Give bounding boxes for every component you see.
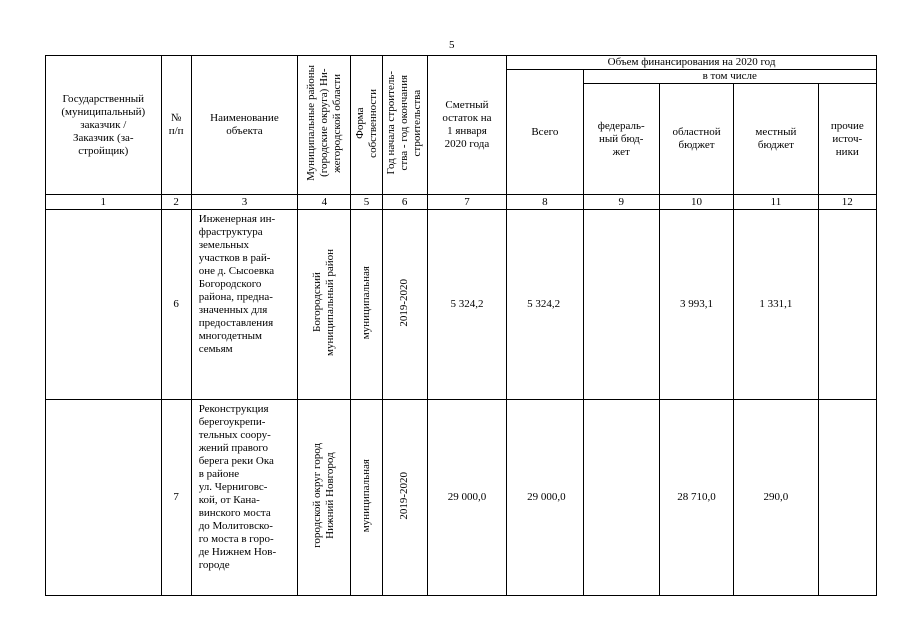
local-value: 290,0: [734, 400, 818, 596]
local-value: 1 331,1: [734, 210, 818, 400]
header-years: Год начала строитель- ства - год окончания строительства: [385, 71, 424, 175]
district-cell: [298, 210, 351, 400]
page-number: 5: [449, 39, 455, 51]
customer-cell: [46, 210, 162, 400]
header-num: № п/п: [161, 56, 191, 195]
column-numbers-row: [46, 195, 877, 210]
district-name: Богородский муниципальный район: [311, 249, 337, 356]
row-number: 6: [161, 210, 191, 400]
balance-value: 29 000,0: [427, 400, 506, 596]
header-regional: областной бюджет: [659, 84, 733, 195]
header-ownership: Форма собственности: [353, 88, 379, 158]
years-value: 2019-2020: [398, 278, 411, 327]
column-number: 4: [298, 195, 351, 210]
object-name: Инженерная ин- фраструктура земельных участков в рай- оне д. Сысоевка Богородского района, предна- значенных для предоставления многодетным семьям: [191, 210, 298, 400]
column-number: 7: [427, 195, 506, 210]
years-cell: [382, 400, 427, 596]
header-other: прочие источ- ники: [818, 84, 876, 195]
other-value: [818, 210, 876, 400]
object-name: Реконструкция берегоукрепи- тельных соору- жений правого берега реки Ока в районе ул. Черниговс- кой, от Кана- винского моста до Молитовско- го моста в горо- де Нижнем Нов- городе: [191, 400, 298, 596]
column-number: 10: [659, 195, 733, 210]
header-ownership-cell: [351, 56, 382, 195]
column-number: 6: [382, 195, 427, 210]
customer-cell: [46, 400, 162, 596]
ownership-cell: [351, 210, 382, 400]
regional-value: 3 993,1: [659, 210, 733, 400]
header-including: в том числе: [583, 70, 876, 84]
header-years-cell: [382, 56, 427, 195]
column-number: 3: [191, 195, 298, 210]
header-funding: Объем финансирования на 2020 год: [507, 56, 877, 70]
years-value: 2019-2020: [398, 471, 411, 520]
total-value: 29 000,0: [507, 400, 583, 596]
column-number: 5: [351, 195, 382, 210]
header-districts: Муниципальные районы (городские округа) Ни- жегородской области: [304, 65, 343, 181]
row-number: 7: [161, 400, 191, 596]
district-name: городской округ город Нижний Новгород: [311, 443, 337, 548]
total-value: 5 324,2: [507, 210, 583, 400]
other-value: [818, 400, 876, 596]
column-number: 2: [161, 195, 191, 210]
header-customer: Государственный (муниципальный) заказчик / Заказчик (за- стройщик): [46, 56, 162, 195]
column-number: 8: [507, 195, 583, 210]
district-cell: [298, 400, 351, 596]
header-balance: Сметный остаток на 1 января 2020 года: [427, 56, 506, 195]
column-number: 1: [46, 195, 162, 210]
header-total: Всего: [507, 70, 583, 195]
column-number: 11: [734, 195, 818, 210]
ownership-value: муниципальная: [360, 458, 372, 533]
ownership-cell: [351, 400, 382, 596]
federal-value: [583, 210, 659, 400]
financing-table: [45, 55, 877, 596]
column-number: 9: [583, 195, 659, 210]
regional-value: 28 710,0: [659, 400, 733, 596]
column-number: 12: [818, 195, 876, 210]
header-federal: федераль- ный бюд- жет: [583, 84, 659, 195]
table-row: [46, 400, 877, 596]
years-cell: [382, 210, 427, 400]
header-local: местный бюджет: [734, 84, 818, 195]
header-object: Наименование объекта: [191, 56, 298, 195]
balance-value: 5 324,2: [427, 210, 506, 400]
table-row: [46, 210, 877, 400]
federal-value: [583, 400, 659, 596]
ownership-value: муниципальная: [360, 265, 372, 340]
header-districts-cell: [298, 56, 351, 195]
